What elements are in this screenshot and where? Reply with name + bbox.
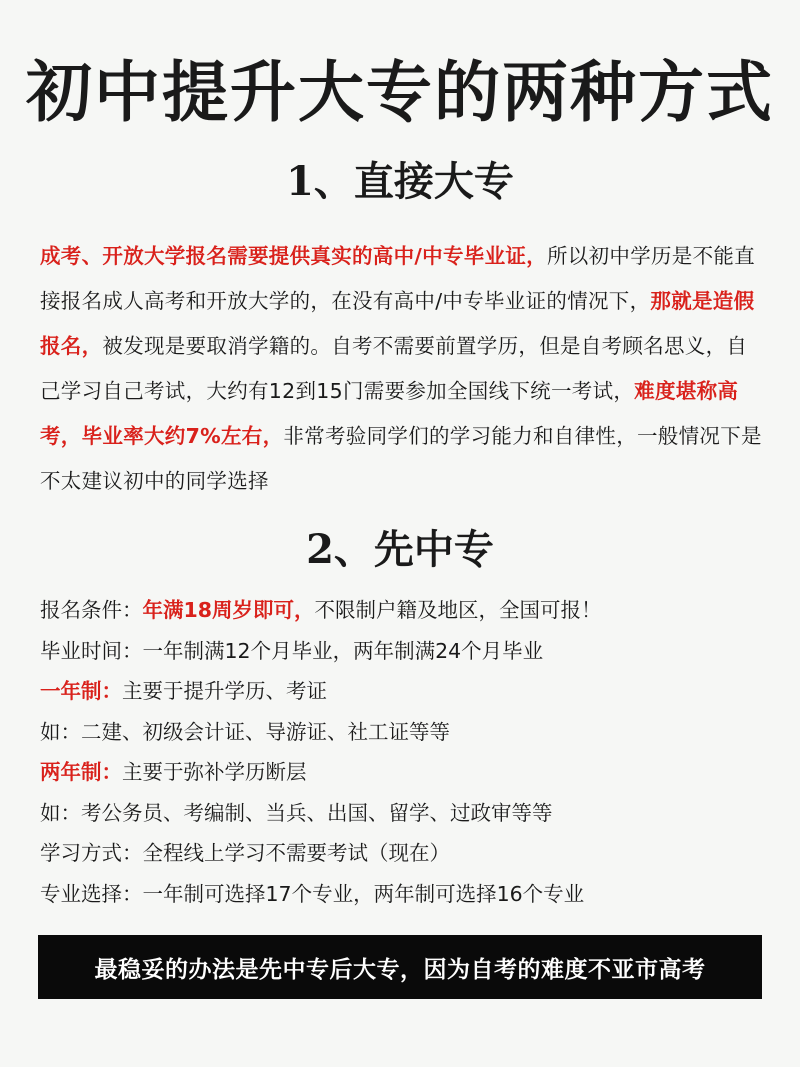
section1-paragraph	[40, 234, 762, 504]
list-item-two-year-examples: 如：考公务员、考编制、当兵、出国、留学、过政审等等	[40, 800, 553, 825]
section1-heading: 1、直接大专	[286, 158, 514, 205]
highlight-text: 成考、开放大学报名需要提供真实的高中/中专毕业证，	[40, 244, 547, 268]
list-item-one-year	[40, 671, 762, 712]
section2-list	[40, 590, 762, 914]
page-title: 初中提升大专的两种方式	[26, 53, 774, 131]
list-item-graduation: 毕业时间：一年制满12个月毕业，两年制满24个月毕业	[40, 638, 544, 663]
body-text: 主要于提升学历、考证	[122, 679, 327, 703]
list-item-two-year	[40, 752, 762, 793]
body-text: 所以初中学历是不能直接报名成人高考和开放大学的，在没有高中/中专毕业证的情况下，	[40, 244, 755, 313]
body-text: 主要于弥补学历断层	[122, 760, 307, 784]
list-item-enrollment	[40, 590, 762, 631]
highlight-text: 一年制：	[40, 679, 122, 703]
section2-heading: 2、先中专	[306, 526, 494, 573]
body-text: 被发现是要取消学籍的。自考不需要前置学历，但是自考顾名思义，自己学习自己考试，大约有12到15门需要参加全国线下统一考试，	[40, 334, 748, 403]
conclusion-banner	[38, 935, 762, 999]
body-text: 非常考验同学们的学习能力和自律性，一般情况下是不太建议初中的同学选择	[40, 424, 762, 493]
banner-text: 最稳妥的办法是先中专后大专，因为自考的难度不亚市高考	[94, 956, 706, 983]
highlight-text: 那就是造假报名，	[40, 289, 755, 358]
item-label: 报名条件：	[40, 598, 143, 622]
highlight-text: 两年制：	[40, 760, 122, 784]
body-text: 不限制户籍及地区，全国可报！	[314, 598, 602, 622]
list-item-study-mode: 学习方式：全程线上学习不需要考试（现在）	[40, 841, 450, 865]
highlight-text: 难度堪称高考，毕业率大约7%左右，	[40, 379, 739, 448]
list-item-one-year-examples: 如：二建、初级会计证、导游证、社工证等等	[40, 719, 450, 744]
highlight-text: 年满18周岁即可，	[142, 598, 315, 622]
list-item-majors: 专业选择：一年制可选择17个专业，两年制可选择16个专业	[40, 881, 585, 906]
